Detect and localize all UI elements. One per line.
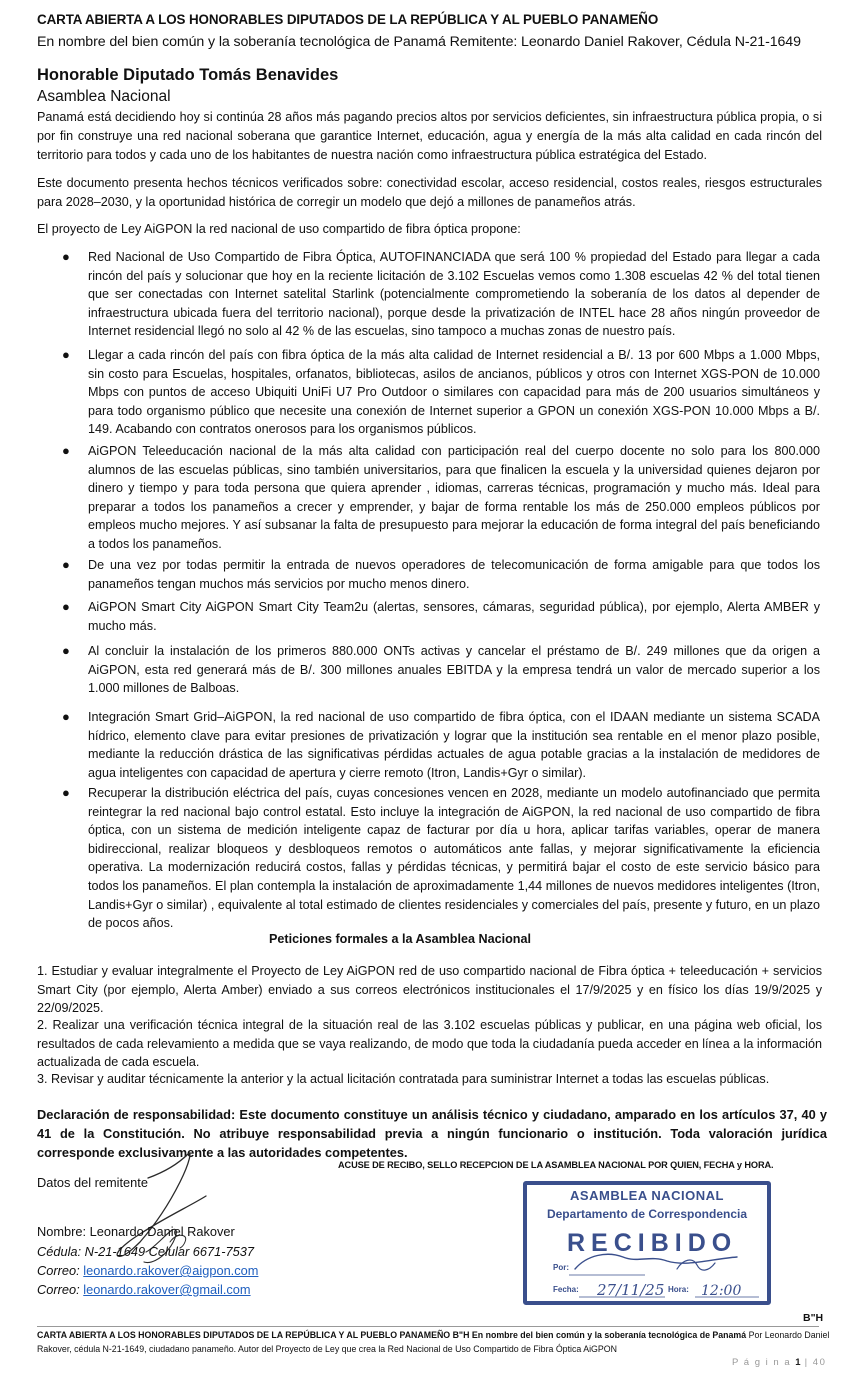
stamp-date-label: Fecha:	[553, 1285, 579, 1294]
stamp-date-value: 27/11/25	[597, 1281, 665, 1299]
stamp-department: Departamento de Correspondencia	[546, 1207, 748, 1221]
page-current: 1	[795, 1357, 801, 1368]
petition-item: 1. Estudiar y evaluar integralmente el Proyecto de Ley AiGPON red de uso compartido nacional de Fibra óptica + teleeducación + servicios Smart City (por ejemplo, Alerta Amber) enviado a sus correos electrónicos institucionales el 17/9/2025 y en físico los días 19/9/2025 y 22/09/2025.	[37, 964, 822, 1016]
list-item	[62, 346, 820, 439]
list-item-text: AiGPON Smart City AiGPON Smart City Team2u (alertas, sensores, cámaras, seguridad pública), por ejemplo, Alerta AMBER y mucho más.	[88, 600, 820, 633]
letter-title: CARTA ABIERTA A LOS HONORABLES DIPUTADOS DE LA REPÚBLICA Y AL PUEBLO PANAMEÑO	[37, 12, 659, 27]
acknowledgment-note: ACUSE DE RECIBO, SELLO RECEPCION DE LA ASAMBLEA NACIONAL POR QUIEN, FECHA y HORA.	[338, 1160, 774, 1170]
stamp-received: RECIBIDO	[567, 1229, 738, 1257]
stamp-time-label: Hora:	[668, 1285, 689, 1294]
sender-email-row	[37, 1282, 251, 1297]
email-link[interactable]: leonardo.rakover@gmail.com	[83, 1282, 251, 1297]
bullet-icon: ●	[62, 443, 70, 458]
stamp-org: ASAMBLEA NACIONAL	[570, 1188, 724, 1203]
sender-name: Nombre: Leonardo Daniel Rakover	[37, 1224, 235, 1239]
list-item-text: AiGPON Teleeducación nacional de la más alta calidad con participación real del cuerpo docente no solo para los 800.000 alumnos de las escuelas públicas, sino también universitarios, para que finalicen la escuela y la universidad quienes dejaron por dinero y tiempo y para toda persona que quiera aprender , idiomas, carreras técnicas, programación y mucho más. Ideal para preparar a todos los panameños a crecer y emprender, y bajar de forma rentable los más de 250.000 empleos públicos por empleos mucho mejores. Y así subsanar la falta de presupuesto para mejorar la educación de forma integral del país beneficiando a todos los panameños.	[88, 444, 820, 551]
bullet-icon: ●	[62, 249, 70, 264]
bullet-icon: ●	[62, 599, 70, 614]
stamp-time-value: 12:00	[701, 1283, 742, 1299]
email-link[interactable]: leonardo.rakover@aigpon.com	[83, 1263, 259, 1278]
list-item-text: De una vez por todas permitir la entrada de nuevos operadores de telecomunicación de forma amigable para que todos los panameños tengan muchos más servicios por mucho menos dinero.	[88, 558, 820, 591]
stamp-handwriting	[527, 1185, 767, 1301]
list-item-text: Integración Smart Grid–AiGPON, la red nacional de uso compartido de fibra óptica, con el IDAAN mediante un sistema SCADA hídrico, elemento clave para evitar presiones de privatización y lograr que la institución sea rentable en el menor plazo posible, mediante la reducción drástica de las significativas pérdidas actuales de agua potable gracias a la instalación de medidores de agua inteligentes con capacidad de apertura y cierre remoto (Itron, Landis+Gyr o similar).	[88, 710, 820, 780]
page-label: P á g i n a	[732, 1357, 792, 1368]
page-footer	[37, 1328, 832, 1356]
letter-subtitle: En nombre del bien común y la soberanía tecnológica de Panamá Remitente: Leonardo Daniel Rakover, Cédula N-21-1649	[37, 34, 801, 50]
page-total: 40	[812, 1357, 827, 1368]
list-item	[62, 642, 820, 698]
footer-normal: Por Leonardo Daniel Rakover, cédula N-21-1649, ciudadano panameño. Autor del Proyecto de Ley que crea la Red Nacional de Uso Compartido de Fibra Óptica AiGPON	[37, 1330, 830, 1354]
bh-mark: B"H	[803, 1312, 824, 1324]
list-item	[62, 784, 820, 933]
list-item	[62, 708, 820, 782]
list-item	[62, 248, 820, 341]
bullet-icon: ●	[62, 643, 70, 658]
list-item-text: Recuperar la distribución eléctrica del país, cuyas concesiones vencen en 2028, mediante un modelo autofinanciado que permita reintegrar la red nacional bajo control estatal. Esto incluye la integración de AiGPON, la red nacional de uso compartido de fibra óptica, con un sistema de medición inteligente capaz de facturar por día u hora, aplicar tarifas variables, operar de manera bidireccional, realizar bloqueos y desbloqueos remotos o automáticos ante fallas, y mejorar significativamente la eficiencia operativa. La modernización reducirá costos, fallas y pérdidas técnicas, y permitirá bajar el costo de este servicio básico para todos los panameños. El plan contempla la instalación de aproximadamente 1,44 millones de nuevos medidores inteligentes (Itron, Landis+Gyr o similar) , equivalente al total estimado de clientes residenciales y comerciales del país, presente y futuro, en un plazo de pocos años.	[88, 786, 820, 931]
recipient-org: Asamblea Nacional	[37, 88, 171, 105]
bullet-icon: ●	[62, 785, 70, 800]
recipient-name: Honorable Diputado Tomás Benavides	[37, 66, 339, 84]
footer-divider	[37, 1326, 819, 1327]
intro-paragraph: Panamá está decidiendo hoy si continúa 28 años más pagando precios altos por servicios deficientes, sin infraestructura pública propia, o si por fin construye una red nacional soberana que garantice Internet, educación, agua y energía de la más alta calidad en cada rincón del territorio para todos y cada uno de los habitantes de nuestra nación como infraestructura pública estratégica del Estado.	[37, 110, 822, 162]
bullet-icon: ●	[62, 557, 70, 572]
intro-paragraph: El proyecto de Ley AiGPON la red nacional de uso compartido de fibra óptica propone:	[37, 222, 521, 236]
sender-id-phone: Cédula: N-21-1649 Celular 6671-7537	[37, 1244, 254, 1259]
email-label: Correo:	[37, 1282, 84, 1297]
reception-stamp	[523, 1181, 771, 1305]
list-item-text: Llegar a cada rincón del país con fibra óptica de la más alta calidad de Internet residencial a B/. 13 por 600 Mbps a 1.000 Mbps, sin costo para Escuelas, hospitales, orfanatos, bibliotecas, asilos de ancianos, públicos y otros con Internet XGS-PON de 10.000 Mbps con puntos de acceso Ubiquiti UniFi U7 Pro Outdoor o similares con capacidad para más de 200 usuarios simultáneos y para todo organismo público que necesite una conexión de Internet superior a GPON un conexión XGS-PON 10.000 Mbps a B/. 149. Acabando con contratos onerosos para los organismos públicos.	[88, 348, 820, 437]
bullet-icon: ●	[62, 709, 70, 724]
petition-item: 3. Revisar y auditar técnicamente la anterior y la actual licitación contratada para suministrar Internet a todas las escuelas públicas.	[37, 1072, 770, 1086]
list-item	[62, 442, 820, 554]
petition-item: 2. Realizar una verificación técnica integral de la situación real de las 3.102 escuelas públicas y publicar, en una página web oficial, los resultados de cada relevamiento a medida que se vaya realizando, de modo que toda la ciudadanía pueda acceder en línea a la información actualizada de cada escuela.	[37, 1018, 822, 1070]
footer-bold: CARTA ABIERTA A LOS HONORABLES DIPUTADOS DE LA REPÚBLICA Y AL PUEBLO PANAMEÑO B"H En nombre del bien común y la soberanía tecnológica de Panamá	[37, 1330, 747, 1340]
stamp-by-label: Por:	[553, 1263, 569, 1272]
sender-email-row	[37, 1263, 258, 1278]
petitions-heading: Peticiones formales a la Asamblea Nacional	[268, 932, 531, 946]
list-item	[62, 556, 820, 593]
bullet-icon: ●	[62, 347, 70, 362]
email-label: Correo:	[37, 1263, 84, 1278]
intro-paragraph: Este documento presenta hechos técnicos verificados sobre: conectividad escolar, acceso residencial, costos reales, riesgos estructurales para 2028–2030, y la oportunidad histórica de corregir un modelo que dejó a millones de panameños atrás.	[37, 176, 822, 209]
page-number: P á g i n a 1 | 40	[732, 1357, 827, 1368]
responsibility-declaration: Declaración de responsabilidad: Este documento constituye un análisis técnico y ciudadano, amparado en los artículos 37, 40 y 41 de la Constitución. No atribuye responsabilidad previa a ningún funcionario o institución. Toda valoración jurídica corresponde exclusivamente a las autoridades competentes.	[37, 1107, 827, 1160]
list-item-text: Red Nacional de Uso Compartido de Fibra Óptica, AUTOFINANCIADA que será 100 % propiedad del Estado para llegar a cada rincón del país y solucionar que hoy en la reciente licitación de 3.102 Escuelas vemos como 1.308 escuelas 42 % del total tienen que ser conectadas con Internet satelital Starlink (potencialmente comprometiendo la soberanía de los datos al depender de infraestructura ubicada fuera del territorio nacional), porque desde la privatización de INTEL hace 28 años ningún proveedor de Internet residencial llegó no solo al 42 % de las escuelas, sino tampoco a muchas zonas de nuestro país.	[88, 250, 820, 339]
sender-label: Datos del remitente	[37, 1175, 148, 1190]
list-item-text: Al concluir la instalación de los primeros 880.000 ONTs activas y cancelar el préstamo de B/. 249 millones que da origen a AiGPON, esta red generará más de B/. 300 millones anuales EBITDA y la empresa tendrá un valor de mercado superior a los 1.000 millones de Balboas.	[88, 644, 820, 696]
list-item	[62, 598, 820, 635]
